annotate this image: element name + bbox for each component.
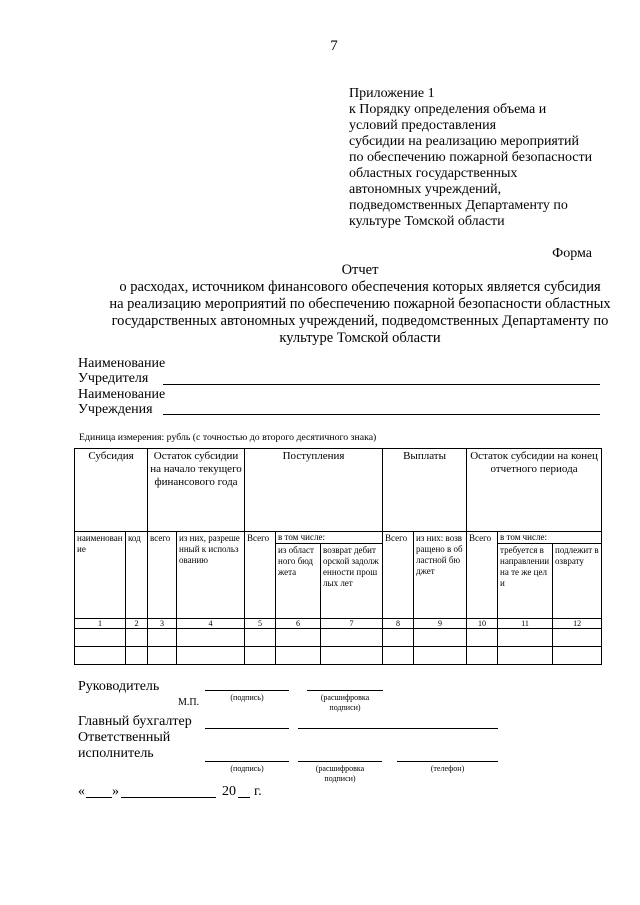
head-signature-line[interactable]	[205, 690, 289, 691]
appendix-line: по обеспечению пожарной безопасности	[349, 150, 593, 165]
appendix-line: к Порядку определения объема и	[349, 102, 547, 117]
chief-signature-line[interactable]	[205, 728, 289, 729]
table-cell[interactable]	[467, 647, 498, 665]
responsible-label	[78, 730, 170, 762]
table-cell[interactable]	[276, 647, 321, 665]
subheader-receipts-regional: из областного бюджета	[276, 544, 321, 619]
column-number: 1	[75, 619, 126, 629]
table-cell[interactable]	[467, 629, 498, 647]
table-cell[interactable]	[126, 647, 148, 665]
institution-label-line: Учреждения	[78, 402, 153, 417]
table-subheader-row	[75, 532, 602, 544]
decode-caption	[300, 693, 390, 713]
header-closing-balance: Остаток субсидии на конец отчетного периода	[467, 449, 602, 532]
responsible-label-line: исполнитель	[78, 746, 154, 761]
column-number: 5	[245, 619, 276, 629]
responsible-phone-line[interactable]	[397, 761, 498, 762]
head-decode-line[interactable]	[307, 690, 383, 691]
subheader-receipts-total: Всего	[245, 532, 276, 619]
header-receipts: Поступления	[245, 449, 383, 532]
form-label: Форма	[552, 246, 592, 261]
subheader-payments-total: Всего	[383, 532, 414, 619]
date-year-line[interactable]	[238, 797, 250, 798]
sign-caption: (подпись)	[230, 693, 264, 702]
report-title: Отчет	[341, 262, 379, 278]
chief-accountant-label: Главный бухгалтер	[78, 714, 192, 729]
table-header-row	[75, 449, 602, 532]
chief-decode-line[interactable]	[298, 728, 498, 729]
founder-label	[78, 356, 165, 386]
subheader-closing-incl: в том числе:	[498, 532, 602, 544]
subheader-closing-needed: требуется в направлении на те же цели	[498, 544, 553, 619]
table-cell[interactable]	[75, 647, 126, 665]
decode-caption-line: подписи)	[324, 774, 356, 783]
table-cell[interactable]	[414, 629, 467, 647]
report-line: на реализацию мероприятий по обеспечению пожарной безопасности областных	[109, 296, 611, 312]
decode-caption-line: (расшифровка	[315, 764, 365, 773]
table-number-row	[75, 619, 602, 629]
responsible-label-line: Ответственный	[78, 730, 171, 745]
stamp-label: М.П.	[178, 697, 200, 708]
decode-caption-line: подписи)	[329, 703, 361, 712]
column-number: 9	[414, 619, 467, 629]
table-cell[interactable]	[553, 629, 602, 647]
report-line: культуре Томской области	[279, 330, 441, 346]
phone-caption: (телефон)	[430, 764, 465, 773]
table-cell[interactable]	[177, 629, 245, 647]
table-cell[interactable]	[126, 629, 148, 647]
table-cell[interactable]	[383, 647, 414, 665]
table-cell[interactable]	[75, 629, 126, 647]
table-cell[interactable]	[177, 647, 245, 665]
institution-input-line[interactable]	[163, 414, 600, 415]
header-subsidy: Субсидия	[75, 449, 148, 532]
date-close-quote: »	[112, 784, 119, 799]
decode-caption-line: (расшифровка	[320, 693, 370, 702]
appendix-line: субсидии на реализацию мероприятий	[349, 134, 579, 149]
date-day-line[interactable]	[86, 797, 112, 798]
report-heading	[50, 262, 640, 347]
responsible-signature-line[interactable]	[205, 761, 289, 762]
subheader-receipts-incl: в том числе:	[276, 532, 383, 544]
subheader-name: наименование	[75, 532, 126, 619]
report-table	[74, 448, 602, 665]
table-cell[interactable]	[321, 647, 383, 665]
table-cell[interactable]	[148, 647, 177, 665]
date-month-line[interactable]	[121, 797, 216, 798]
header-opening-balance: Остаток субсидии на начало текущего финансового года	[148, 449, 245, 532]
founder-label-line: Учредителя	[78, 371, 149, 386]
decode-caption	[295, 764, 385, 784]
table-cell[interactable]	[498, 647, 553, 665]
table-cell[interactable]	[245, 647, 276, 665]
table-row	[75, 629, 602, 647]
subheader-payments-returned: из них: возвращено в областной бюджет	[414, 532, 467, 619]
subheader-closing-total: Всего	[467, 532, 498, 619]
column-number: 4	[177, 619, 245, 629]
date-open-quote: «	[78, 784, 85, 799]
responsible-decode-line[interactable]	[298, 761, 382, 762]
table-cell[interactable]	[553, 647, 602, 665]
table-cell[interactable]	[245, 629, 276, 647]
table-row	[75, 647, 602, 665]
institution-label	[78, 387, 165, 417]
head-label: Руководитель	[78, 679, 160, 694]
subheader-closing-return: подлежит возврату	[553, 544, 602, 619]
table-cell[interactable]	[148, 629, 177, 647]
date-year-suffix: г.	[254, 784, 262, 799]
page-number: 7	[330, 38, 338, 54]
report-line: государственных автономных учреждений, подведомственных Департаменту по	[111, 313, 609, 329]
table-cell[interactable]	[321, 629, 383, 647]
subheader-receipts-refund: возврат дебиторской задолженности прошлых лет	[321, 544, 383, 619]
table-cell[interactable]	[414, 647, 467, 665]
appendix-line: автономных учреждений,	[349, 182, 502, 197]
table-cell[interactable]	[498, 629, 553, 647]
column-number: 7	[321, 619, 383, 629]
appendix-line: культуре Томской области	[349, 214, 505, 229]
subheader-code: код	[126, 532, 148, 619]
column-number: 12	[553, 619, 602, 629]
column-number: 10	[467, 619, 498, 629]
subheader-opening-total: всего	[148, 532, 177, 619]
column-number: 3	[148, 619, 177, 629]
sign-caption: (подпись)	[230, 764, 264, 773]
appendix-line: Приложение 1	[349, 86, 435, 101]
column-number: 2	[126, 619, 148, 629]
founder-label-line: Наименование	[78, 356, 166, 371]
appendix-line: подведомственных Департаменту по	[349, 198, 568, 213]
appendix-line: областных государственных	[349, 166, 518, 181]
unit-of-measure: Единица измерения: рубль (с точностью до второго десятичного знака)	[79, 432, 377, 443]
founder-input-line[interactable]	[163, 384, 600, 385]
column-number: 11	[498, 619, 553, 629]
column-number: 8	[383, 619, 414, 629]
table-cell[interactable]	[383, 629, 414, 647]
header-payments: Выплаты	[383, 449, 467, 532]
date-year-prefix: 20	[222, 784, 236, 799]
column-number: 6	[276, 619, 321, 629]
report-line: о расходах, источником финансового обеспечения которых является субсидия	[119, 279, 601, 295]
institution-label-line: Наименование	[78, 387, 166, 402]
appendix-line: условий предоставления	[349, 118, 497, 133]
subheader-opening-allowed: из них, разрешенный к использованию	[177, 532, 245, 619]
appendix-block	[349, 86, 619, 230]
table-cell[interactable]	[276, 629, 321, 647]
